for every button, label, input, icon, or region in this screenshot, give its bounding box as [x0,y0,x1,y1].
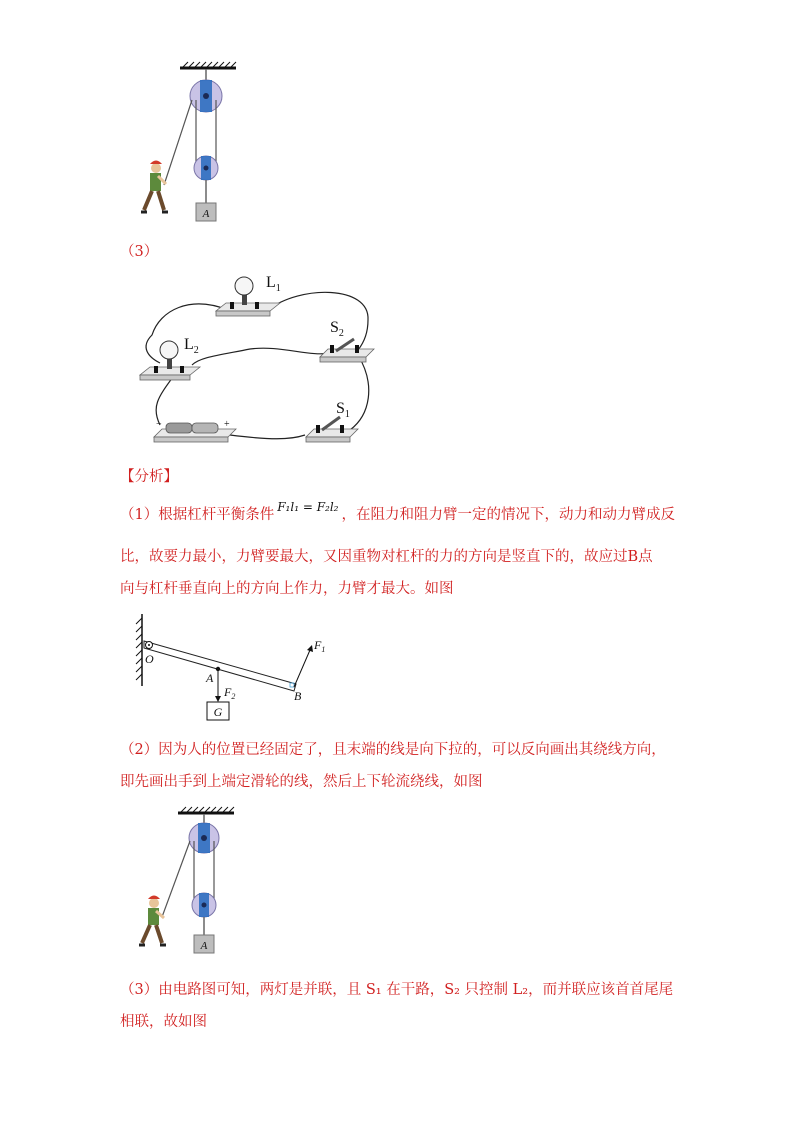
part1-line1-suffix: ，在阻力和阻力臂一定的情况下，动力和动力臂成反 [341,507,675,523]
svg-text:S1: $S_1$ [336,400,350,420]
person-pulling [139,896,166,946]
svg-text:A: A [200,940,208,952]
part1-line2: 比，故要力最小，力臂要最大，又因重物对杠杆的力的方向是竖直下的，故应过B点 [120,549,653,565]
svg-text:S2: $S_2$ [330,319,344,339]
svg-text:L1: $L_1$ [266,274,281,294]
ceiling [180,62,236,68]
pulley-figure-top [130,60,240,230]
pivot-o [145,642,154,667]
part3-line1: （3）由电路图可知，两灯是并联，且 S₁ 在干路，S₂ 只控制 L₂，而并联应该首首尾尾 [120,982,674,998]
svg-text:L2: $L_2$ [184,336,199,356]
ceiling [178,807,234,813]
svg-text:B: B [294,689,302,703]
svg-text:F1: $F_1$ [314,638,326,654]
lever-bar [144,641,296,691]
svg-text:A: A [206,671,214,685]
part2-line2: 即先画出手到上端定滑轮的线，然后上下轮流绕线，如图 [120,774,483,790]
part3-marker: （3） [120,244,159,260]
weight-block-a [194,935,214,953]
battery [154,419,236,442]
part2-line1: （2）因为人的位置已经固定了，且末端的线是向下拉的，可以反向画出其绕线方向， [120,742,666,758]
movable-pulley [192,893,216,917]
part1-paragraph [120,500,700,525]
part3-line2: 相联，故如图 [120,1014,207,1030]
weight-block-a [196,203,216,221]
force-f2-arrow [215,670,235,702]
lamp-l1 [216,274,281,316]
weight-g [207,702,229,720]
lever-figure [130,612,350,727]
lamp-l2 [140,336,200,380]
part1-prefix: （1）根据杠杆平衡条件 [120,507,275,523]
fixed-pulley [190,80,222,112]
svg-text:+: + [224,419,230,430]
svg-text:O: O [145,652,154,666]
switch-s1 [306,400,358,442]
force-f1-arrow [294,638,325,687]
analysis-heading: 【分析】 [120,469,178,485]
switch-s2 [320,319,374,362]
part1-line3: 向与杠杆垂直向上的方向上作力，力臂才最大。如图 [120,581,454,597]
lever-formula: F₁l₁ = F₂l₂ [277,500,339,514]
svg-text:G: G [213,705,223,719]
wall [136,614,142,686]
svg-text:−: − [156,419,162,430]
svg-text:F2: $F_2$ [224,685,236,701]
movable-pulley [194,156,218,180]
svg-text:A: A [202,208,210,220]
circuit-figure [130,265,390,455]
pulley-figure-bottom [130,805,240,960]
person-pulling [141,161,168,213]
